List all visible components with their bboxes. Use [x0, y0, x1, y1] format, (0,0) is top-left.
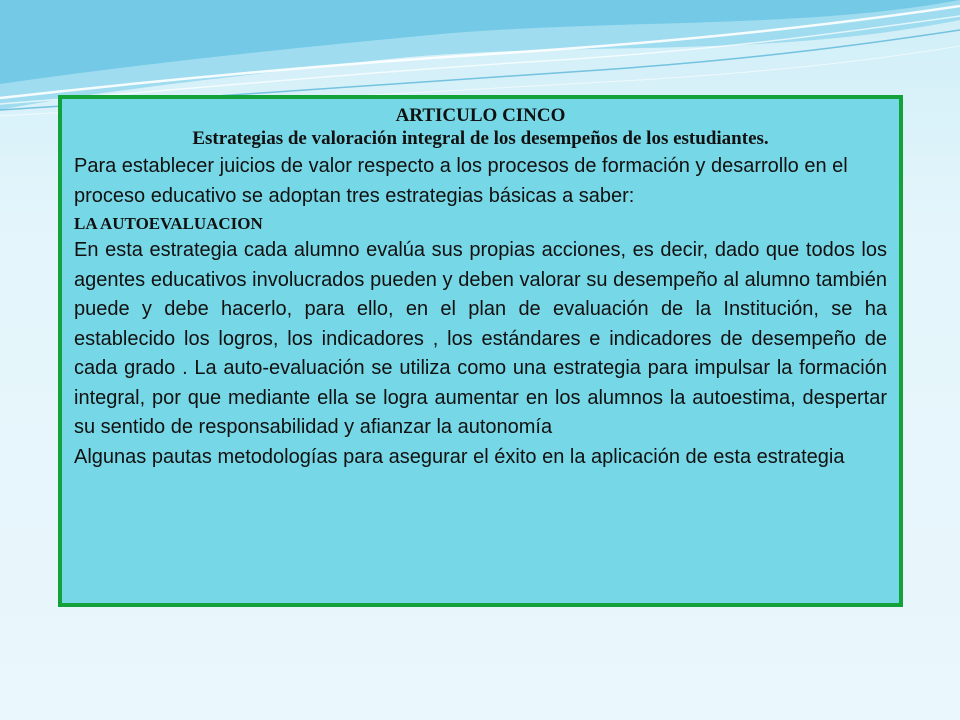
body-paragraph: En esta estrategia cada alumno evalúa sus propias acciones, es decir, dado que todos los agentes educativos involucrados pueden y deben valorar su desempeño al alumno también puede y debe hacerlo, para ello, en el plan de evaluación de la Institución, se ha establecido los logros, los indicadores , los estándares e indicadores de desempeño de cada grado . La auto-evaluación se utiliza como una estrategia para impulsar la formación integral, por que mediante ella se logra aumentar en los alumnos la autoestima, despertar su sentido de responsabilidad y afianzar la autonomía	[74, 239, 887, 438]
article-title: ARTICULO CINCO	[395, 105, 566, 126]
intro-paragraph: Para establecer juicios de valor respecto a los procesos de formación y desarrollo en el proceso educativo se adoptan tres estrategias básicas a saber:	[74, 155, 848, 207]
closing-paragraph: Algunas pautas metodologías para asegurar el éxito en la aplicación de esta estrategia	[74, 445, 845, 468]
article-subtitle: Estrategias de valoración integral de los desempeños de los estudiantes.	[192, 128, 769, 149]
section-heading: LA AUTOEVALUACION	[74, 214, 263, 233]
content-box	[58, 95, 903, 607]
